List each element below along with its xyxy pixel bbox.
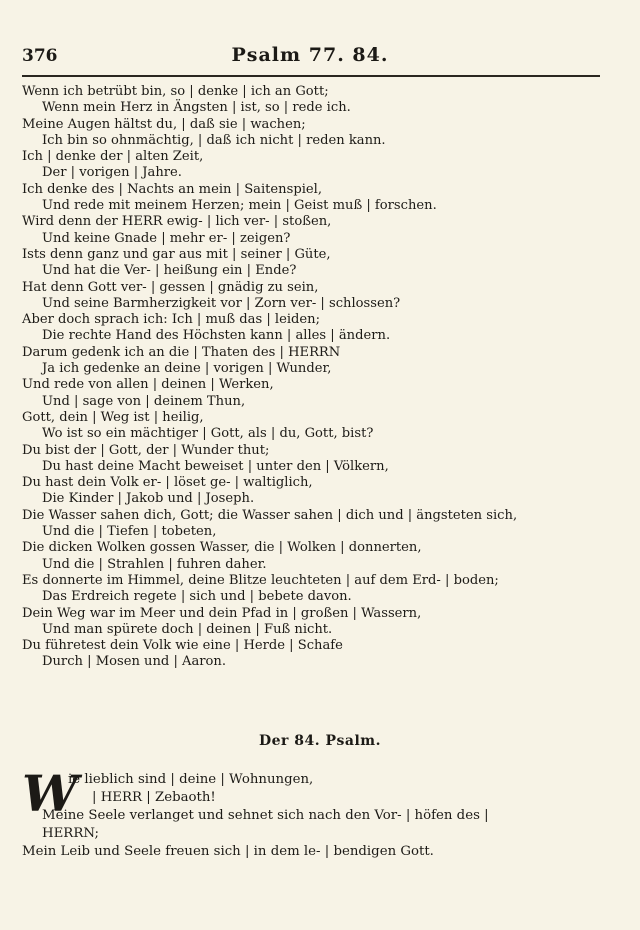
verse-line: Du führetest dein Volk wie eine | Herde | Schafe (22, 638, 343, 654)
verse-line: Darum gedenk ich an die | Thaten des | HERRN (22, 344, 341, 360)
verse-line: Und | sage von | deinem Thun, (42, 393, 246, 409)
verse-line: Es donnerte im Himmel, deine Blitze leuchteten | auf dem Erd- | boden; (22, 572, 499, 588)
verse-line: Aber doch sprach ich: Ich | muß das | leiden; (22, 312, 320, 328)
psalm-77-text (22, 84, 612, 671)
verse-line: ie lieblich sind | deine | Wohnungen, (68, 772, 314, 787)
verse-line: Und hat die Ver- | heißung ein | Ende? (42, 263, 297, 279)
verse-line: Die dicken Wolken gossen Wasser, die | Wolken | donnerten, (22, 540, 422, 556)
verse-line: Du hast deine Macht beweiset | unter den | Völkern, (42, 458, 389, 474)
drop-cap: W (22, 764, 79, 823)
header-rule (22, 75, 600, 77)
verse-line: | HERR | Zebaoth! (92, 790, 216, 805)
verse-line: Wenn ich betrübt bin, so | denke | ich an Gott; (22, 84, 329, 99)
running-title: Psalm 77. 84. (231, 44, 389, 66)
verse-line: Und keine Gnade | mehr er- | zeigen? (42, 230, 291, 246)
verse-line: Das Erdreich regete | sich und | bebete davon. (42, 589, 352, 605)
page-header (22, 44, 598, 72)
verse-line: Hat denn Gott ver- | gessen | gnädig zu sein, (22, 279, 319, 295)
psalm-84-heading: Der 84. Psalm. (258, 733, 381, 749)
verse-line: Ja ich gedenke an deine | vorigen | Wunder, (42, 361, 332, 377)
verse-line: Und man spürete doch | deinen | Fuß nicht. (42, 621, 333, 637)
verse-line: Und die | Strahlen | fuhren daher. (42, 556, 267, 572)
verse-line: Ich bin so ohnmächtig, | daß ich nicht | reden kann. (42, 132, 386, 148)
verse-line: Wo ist so ein mächtiger | Gott, als | du, Gott, bist? (42, 426, 374, 442)
verse-line: Du bist der | Gott, der | Wunder thut; (22, 442, 270, 458)
psalm-84-text (22, 764, 612, 861)
verse-line: Mein Leib und Seele freuen sich | in dem le- | bendigen Gott. (22, 844, 434, 859)
verse-line: Ich denke des | Nachts an mein | Saitenspiel, (22, 181, 322, 197)
verse-line: Durch | Mosen und | Aaron. (42, 654, 227, 670)
verse-line: Und rede von allen | deinen | Werken, (22, 377, 274, 393)
verse-line: Ists denn ganz und gar aus mit | seiner | Güte, (22, 246, 331, 262)
verse-line: Wird denn der HERR ewig- | lich ver- | stoßen, (22, 214, 332, 230)
verse-line: Und die | Tiefen | tobeten, (42, 524, 217, 540)
page-number: 376 (22, 46, 58, 66)
verse-line: Dein Weg war im Meer und dein Pfad in | großen | Wassern, (22, 605, 422, 621)
verse-line: Und seine Barmherzigkeit vor | Zorn ver- | schlossen? (42, 295, 401, 311)
verse-line: HERRN; (42, 826, 99, 841)
verse-line: Und rede mit meinem Herzen; mein | Geist muß | forschen. (42, 198, 437, 214)
verse-line: Die Kinder | Jakob und | Joseph. (42, 491, 255, 507)
verse-line: Gott, dein | Weg ist | heilig, (22, 409, 204, 425)
verse-line: Meine Seele verlanget und sehnet sich nach den Vor- | höfen des | (42, 808, 489, 823)
verse-line: Wenn mein Herz in Ängsten | ist, so | rede ich. (42, 100, 351, 116)
verse-line: Die Wasser sahen dich, Gott; die Wasser sahen | dich und | ängsteten sich, (22, 507, 518, 523)
verse-line: Ich | denke der | alten Zeit, (22, 149, 204, 165)
verse-line: Du hast dein Volk er- | löset ge- | waltiglich, (22, 475, 313, 491)
verse-line: Meine Augen hältst du, | daß sie | wachen; (22, 116, 306, 132)
verse-line: Der | vorigen | Jahre. (42, 165, 182, 181)
verse-line: Die rechte Hand des Höchsten kann | alles | ändern. (42, 328, 391, 344)
